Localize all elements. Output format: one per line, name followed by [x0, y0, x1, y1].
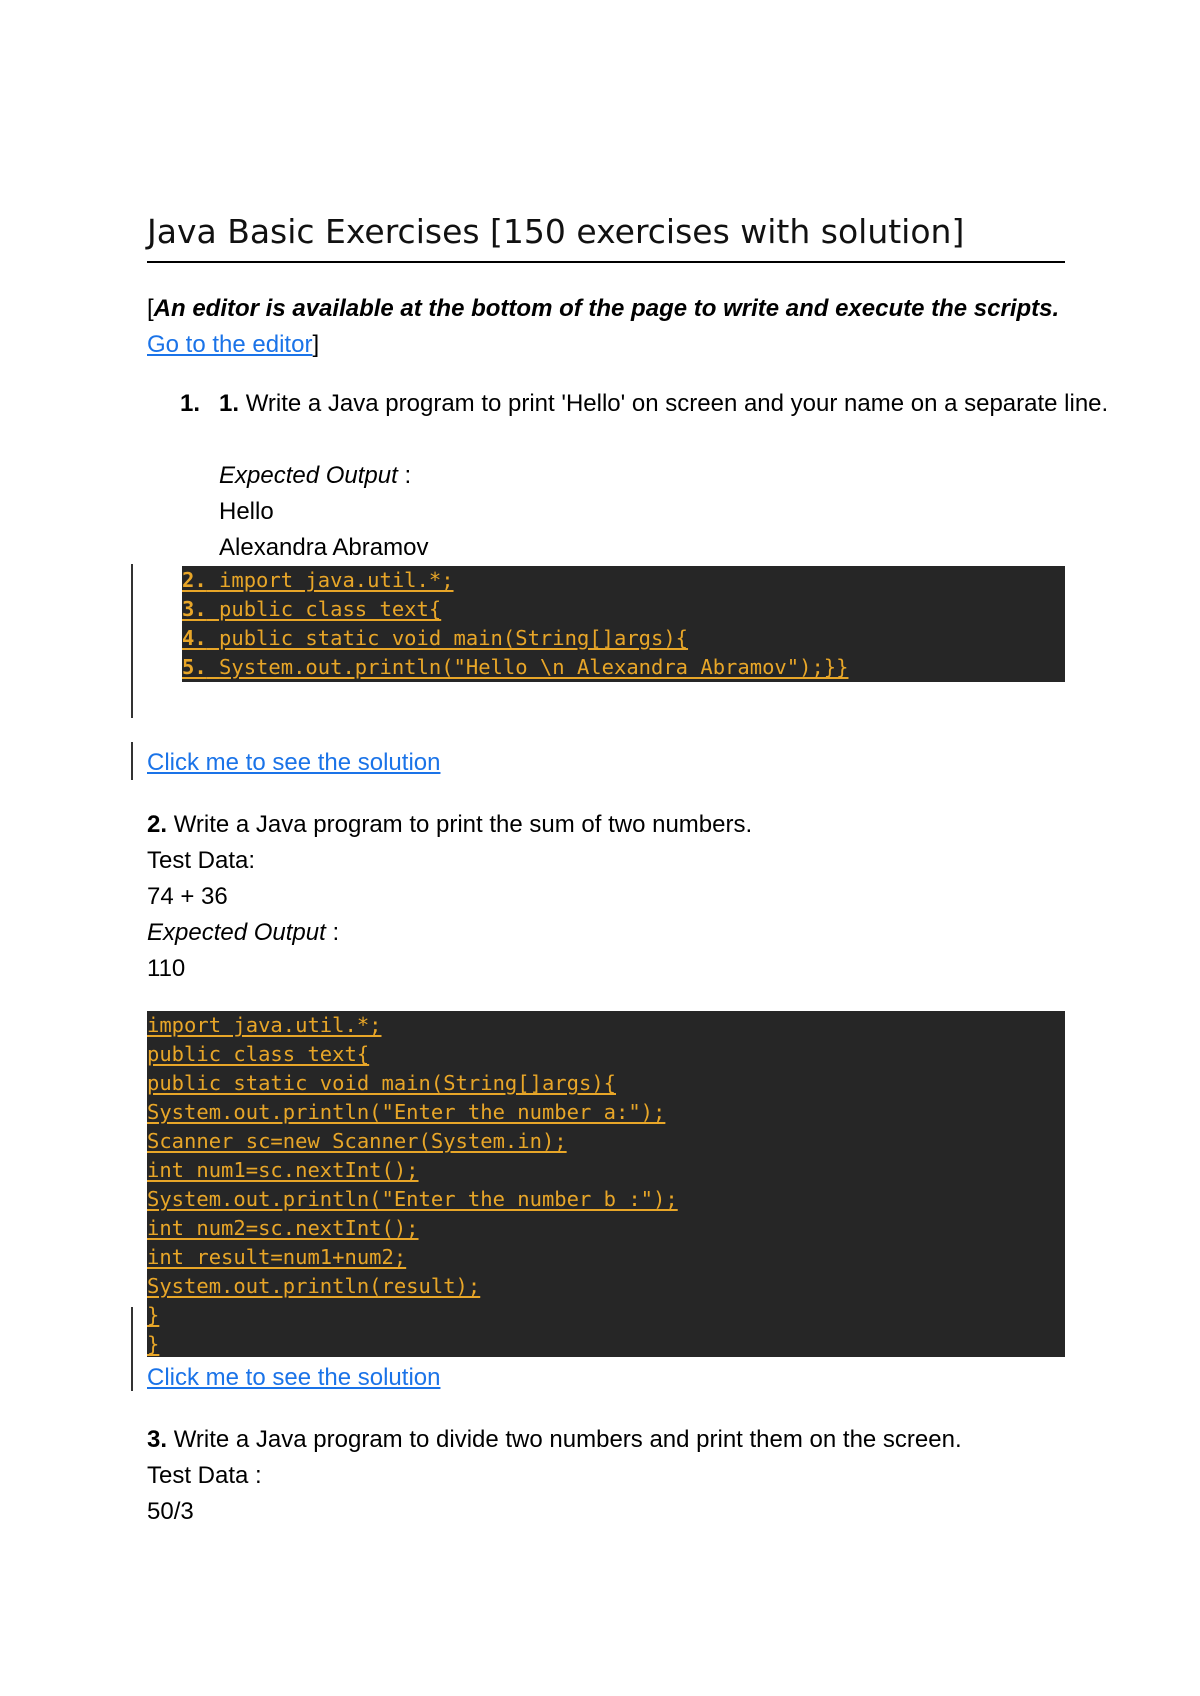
exercise-1-list-number: 1.: [180, 390, 201, 417]
exercise-3-question: [147, 1422, 962, 1458]
exercise-1-expected-output: [219, 458, 411, 494]
go-to-editor-link[interactable]: Go to the editor: [147, 331, 313, 358]
code-line-text: public static void main(String[]args){: [219, 626, 689, 650]
code-line: import java.util.*;: [147, 1013, 382, 1037]
exercise-1-expected-label: Expected Output: [219, 462, 398, 489]
code-line: [182, 653, 1065, 682]
code-line: [182, 595, 1065, 624]
code-line: }: [147, 1332, 160, 1356]
code-line: public static void main(String[]args){: [147, 1071, 616, 1095]
exercise-2-text: Write a Java program to print the sum of two numbers.: [173, 811, 753, 838]
exercise-1-output-line-1: Hello: [219, 498, 274, 525]
exercise-2-test-data-label: Test Data:: [147, 847, 256, 874]
code-line: }: [147, 1303, 160, 1327]
exercise-2-expected-sep: :: [325, 919, 340, 946]
code-line: System.out.println(result);: [147, 1274, 481, 1298]
exercise-3-test-data-label: Test Data :: [147, 1462, 262, 1489]
exercise-1-solution: [147, 745, 440, 781]
code-line-text: System.out.println("Hello \n Alexandra Abramov");}}: [219, 655, 849, 679]
code-line: int num2=sc.nextInt();: [147, 1216, 419, 1240]
exercise-1-text: Write a Java program to print 'Hello' on screen and your name on a separate line.: [245, 390, 1109, 417]
exercise-2-test-data: 74 + 36: [147, 883, 228, 910]
code-line: System.out.println("Enter the number b :");: [147, 1187, 678, 1211]
code-line-number: 3.: [182, 597, 207, 621]
exercise-1-solution-link[interactable]: Click me to see the solution: [147, 749, 441, 776]
page-title: Java Basic Exercises [150 exercises with solution]: [147, 212, 965, 251]
code-block-margin-bar: [131, 564, 133, 718]
code-line-text: public class text{: [219, 597, 442, 621]
title-underline: [147, 261, 1065, 263]
code-line: System.out.println("Enter the number a:");: [147, 1100, 666, 1124]
code-line: int num1=sc.nextInt();: [147, 1158, 419, 1182]
intro-open-bracket: [: [147, 295, 154, 322]
code-line: [182, 624, 1065, 653]
intro-note: [147, 291, 1065, 363]
exercise-3-number: 3.: [147, 1426, 168, 1453]
exercise-1-output-line-2: Alexandra Abramov: [219, 534, 429, 561]
exercise-1-number: 1.: [219, 390, 240, 417]
code-line-number: 4.: [182, 626, 207, 650]
code-line-text: import java.util.*;: [219, 568, 454, 592]
exercise-1-code-block: [182, 566, 1065, 682]
exercise-2-solution-link[interactable]: Click me to see the solution: [147, 1364, 441, 1391]
code-line: Scanner sc=new Scanner(System.in);: [147, 1129, 567, 1153]
code-line-number: 5.: [182, 655, 207, 679]
intro-note-text: An editor is available at the bottom of the page to write and execute the scripts.: [153, 295, 1060, 322]
link-margin-bar: [131, 742, 133, 780]
exercise-2-expected-output: [147, 915, 339, 951]
exercise-2-question: [147, 807, 752, 843]
exercise-2-solution: [147, 1360, 440, 1396]
code-line: int result=num1+num2;: [147, 1245, 407, 1269]
code-line: [182, 566, 1065, 595]
exercise-2-expected-label: Expected Output: [147, 919, 326, 946]
exercise-3-test-data: 50/3: [147, 1498, 194, 1525]
exercise-2-code-block: [147, 1011, 1065, 1357]
link-margin-bar: [131, 1307, 133, 1391]
exercise-3-text: Write a Java program to divide two numbers and print them on the screen.: [173, 1426, 962, 1453]
code-line: public class text{: [147, 1042, 370, 1066]
intro-close-bracket: ]: [312, 331, 320, 358]
exercise-2-number: 2.: [147, 811, 168, 838]
exercise-1-expected-sep: :: [397, 462, 412, 489]
exercise-2-output: 110: [147, 955, 186, 982]
exercise-1-line-1: [219, 386, 1108, 422]
code-line-number: 2.: [182, 568, 207, 592]
